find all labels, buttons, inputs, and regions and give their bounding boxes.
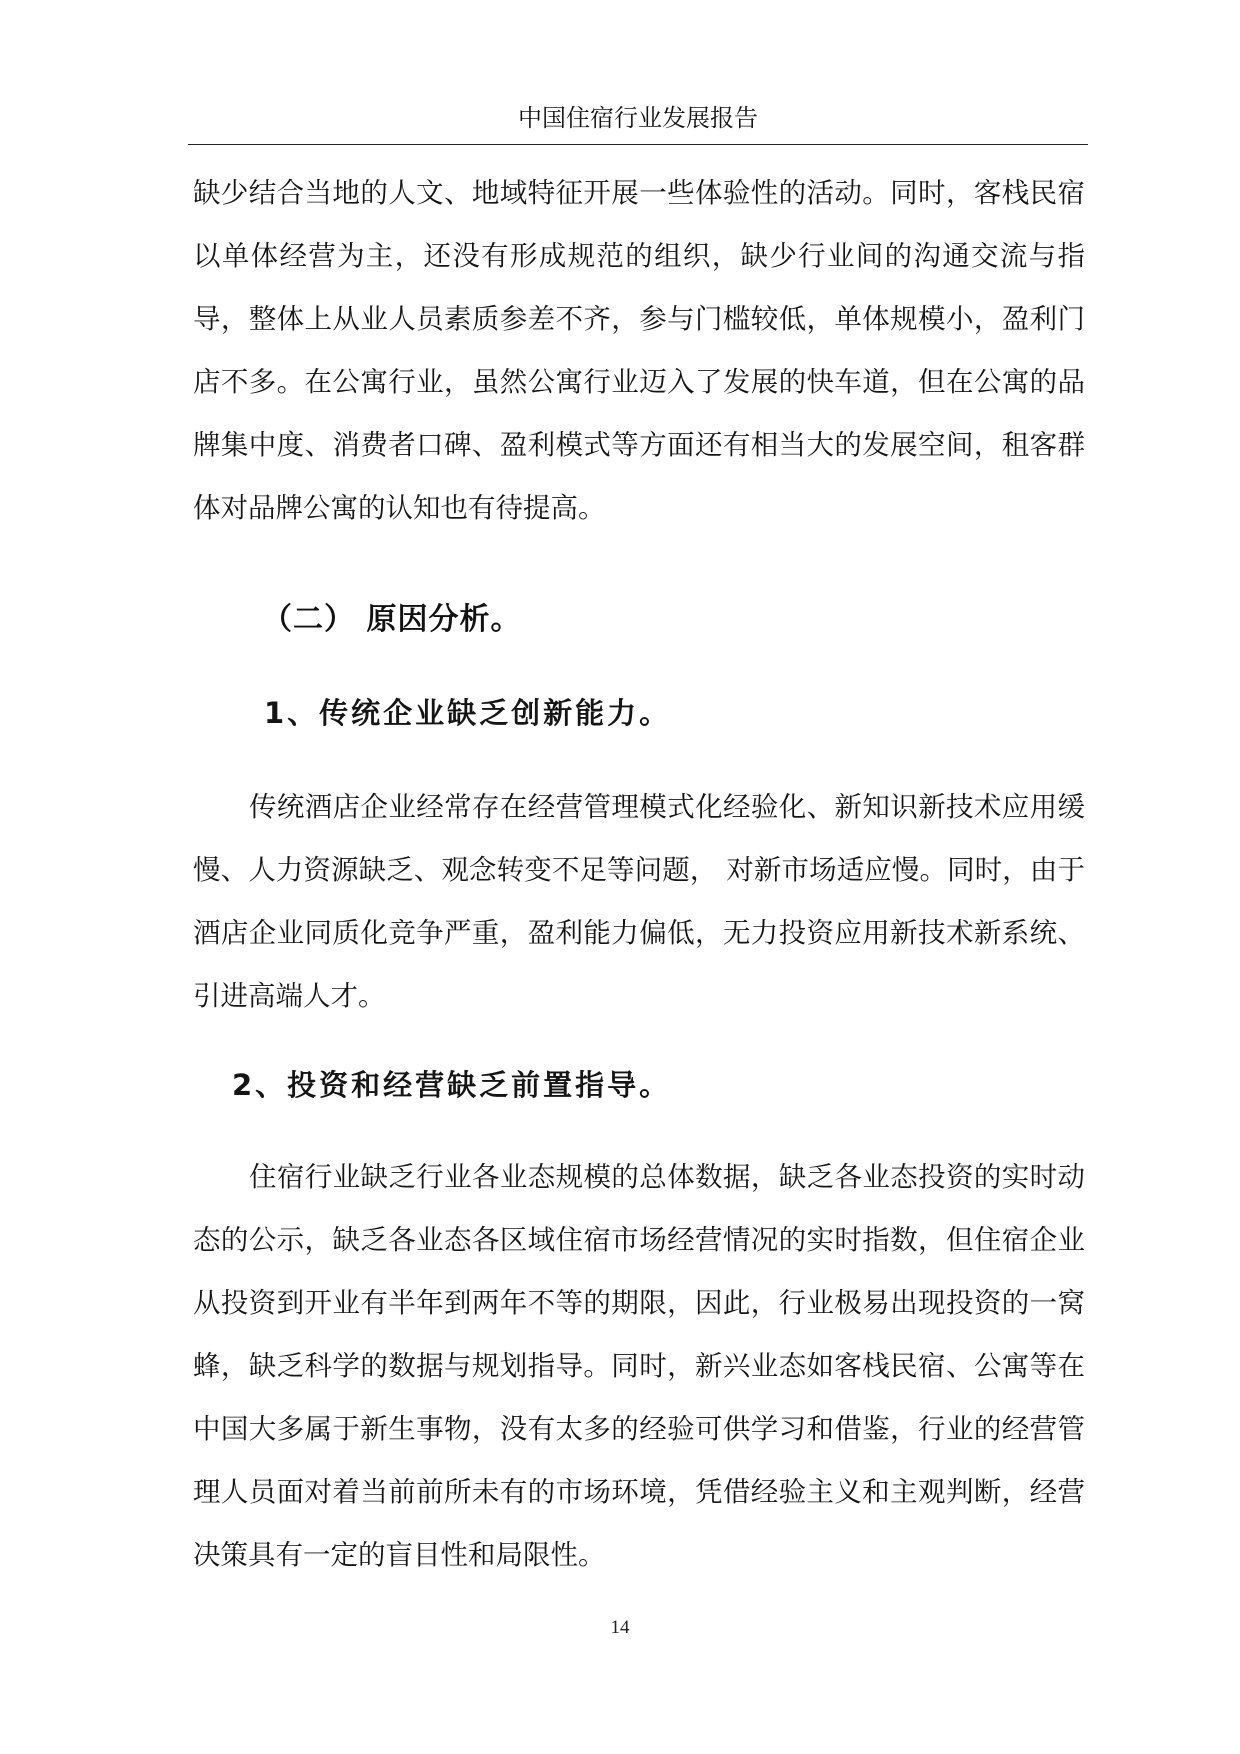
subheading-pre-guidance: 2、投资和经营缺乏前置指导。 — [232, 1068, 672, 1102]
section-heading-cause-analysis: （二） 原因分析。 — [262, 602, 522, 637]
page-number: 14 — [610, 1617, 630, 1638]
running-header: 中国住宿行业发展报告 — [518, 104, 758, 132]
subheading-innovation: 1、传统企业缺乏创新能力。 — [264, 696, 672, 730]
paragraph-investment-guidance: 住宿行业缺乏行业各业态规模的总体数据，缺乏各业态投资的实时动态的公示，缺乏各业态各区域住宿市场经营情况的实时指数，但住宿企业从投资到开业有半年到两年不等的期限，因此，行业极易出现投资的一窝蜂，缺乏科学的数据与规划指导。同时，新兴业态如客栈民宿、公寓等在中国大多属于新生事物，没有太多的经验可供学习和借鉴，行业的经营管理人员面对着当前前所未有的市场环境，凭借经验主义和主观判断，经营决策具有一定的盲目性和局限性。 — [193, 1161, 1085, 1571]
paragraph-traditional-enterprises-text: 传统酒店企业经常存在经营管理模式化经验化、新知识新技术应用缓慢、人力资源缺乏、观念转变不足等问题， 对新市场适应慢。同时，由于酒店企业同质化竞争严重，盈利能力偏低，无力投资应用新技术新系统、引进高端人才。 — [193, 791, 1085, 1012]
paragraph-traditional-enterprises — [193, 694, 1085, 696]
paragraph-industry-issues: 缺少结合当地的人文、地域特征开展一些体验性的活动。同时，客栈民宿以单体经营为主，还没有形成规范的组织，缺少行业间的沟通交流与指导，整体上从业人员素质参差不齐，参与门槛较低，单体规模小，盈利门店不多。在公寓行业，虽然公寓行业迈入了发展的快车道，但在公寓的品牌集中度、消费者口碑、盈利模式等方面还有相当大的发展空间，租客群体对品牌公寓的认知也有待提高。 — [193, 177, 1085, 524]
header-divider — [188, 144, 1088, 145]
